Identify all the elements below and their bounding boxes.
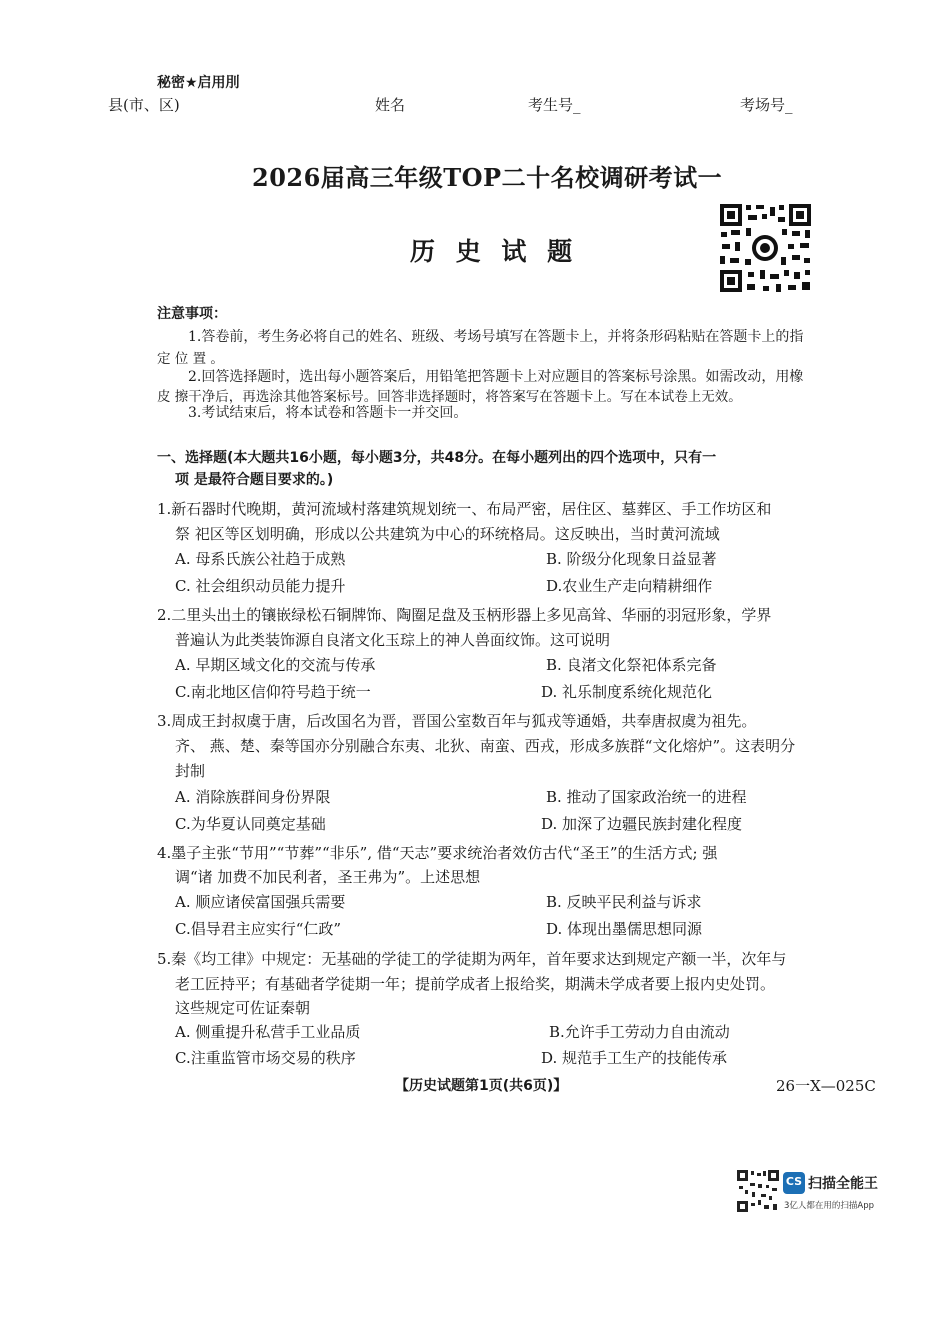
section-heading-line-2: 项 是最符合题目要求的。): [175, 472, 334, 488]
question-5-stem-line-1: 5.秦《均工律》中规定：无基础的学徒工的学徒期为两年，首年要求达到规定产额一半，次年与: [157, 950, 787, 968]
question-3-option-d[interactable]: D. 加深了边疆民族封建化程度: [541, 815, 743, 833]
question-5-stem-line-3: 这些规定可佐证秦朝: [175, 999, 311, 1017]
notice-line-5: 3.考试结束后，将本试卷和答题卡一并交回。: [188, 405, 468, 421]
camscanner-logo-letters: CS: [785, 1175, 803, 1188]
question-5-stem-line-2: 老工匠持平；有基础者学徒期一年；提前学成者上报给奖，期满未学成者要上报内史处罚。: [175, 975, 776, 993]
watermark-qr-icon: [737, 1170, 779, 1212]
question-3-option-a[interactable]: A. 消除族群间身份界限: [175, 788, 331, 806]
watermark-tagline: 3亿人都在用的扫描App: [784, 1201, 875, 1211]
question-4-option-d[interactable]: D. 体现出墨儒思想同源: [546, 920, 703, 938]
question-3-option-b[interactable]: B. 推动了国家政治统一的进程: [546, 788, 747, 806]
qr-code-icon: [718, 202, 813, 294]
notice-heading: 注意事项：: [157, 306, 227, 322]
question-1-option-b[interactable]: B. 阶级分化现象日益显著: [546, 550, 717, 568]
notice-line-4: 皮 擦干净后，再选涂其他答案标号。回答非选择题时，将答案写在答题卡上。写在本试卷上无效。: [157, 389, 742, 405]
question-1-stem-line-2: 祭 祀区等区划明确，形成以公共建筑为中心的环统格局。这反映出，当时黄河流域: [175, 525, 720, 543]
exam-title: 2026届高三年级TOP二十名校调研考试一: [252, 163, 723, 192]
question-2-option-d[interactable]: D. 礼乐制度系统化规范化: [541, 683, 713, 701]
question-4-option-a[interactable]: A. 顺应诸侯富国强兵需要: [175, 893, 346, 911]
section-heading-line-1: 一、选择题(本大题共16小题，每小题3分，共48分。在每小题列出的四个选项中，只有一: [157, 450, 717, 466]
question-3-stem-line-3: 封制: [175, 762, 206, 780]
question-2-stem-line-2: 普遍认为此类装饰源自良渚文化玉琮上的神人兽面纹饰。这可说明: [175, 631, 611, 649]
exam-number-field-label: 考生号_: [528, 96, 581, 114]
notice-line-3: 2.回答选择题时，选出每小题答案后，用铅笔把答题卡上对应题目的答案标号涂黑。如需改动，用橡: [188, 369, 804, 385]
question-4-option-b[interactable]: B. 反映平民利益与诉求: [546, 893, 702, 911]
question-2-option-c[interactable]: C.南北地区信仰符号趋于统一: [175, 683, 371, 701]
room-number-field-label: 考场号_: [740, 96, 793, 114]
question-1-option-c[interactable]: C. 社会组织动员能力提升: [175, 577, 346, 595]
notice-line-1: 1.答卷前，考生务必将自己的姓名、班级、考场号填写在答题卡上，并将条形码粘贴在答题卡上的指: [188, 329, 804, 345]
question-3-option-c[interactable]: C.为华夏认同奠定基础: [175, 815, 326, 833]
question-2-option-b[interactable]: B. 良渚文化祭祀体系完备: [546, 656, 717, 674]
camscanner-logo-icon: [783, 1172, 805, 1194]
exam-code: 26一X—025C: [776, 1077, 876, 1095]
question-5-option-c[interactable]: C.注重监管市场交易的秩序: [175, 1049, 356, 1067]
question-5-option-b[interactable]: B.允许手工劳动力自由流动: [549, 1023, 730, 1041]
question-1-option-a[interactable]: A. 母系氏族公社趋于成熟: [175, 550, 346, 568]
notice-line-2: 定 位 置 。: [157, 351, 224, 367]
watermark-brand: 扫描全能王: [808, 1176, 878, 1192]
question-5-option-d[interactable]: D. 规范手工生产的技能传承: [541, 1049, 728, 1067]
question-1-stem-line-1: 1.新石器时代晚期，黄河流域村落建筑规划统一、布局严密，居住区、墓葬区、手工作坊区和: [157, 500, 772, 518]
page-footer: 【历史试题第1页(共6页)】: [395, 1078, 568, 1094]
question-2-stem-line-1: 2.二里头出土的镶嵌绿松石铜牌饰、陶圈足盘及玉柄形器上多见高耸、华丽的羽冠形象，学界: [157, 606, 772, 624]
question-4-stem-line-1: 4.墨子主张“节用”“节葬”“非乐”, 借“天志”要求统治者效仿古代“圣王”的生活方式; 强: [157, 844, 718, 862]
question-2-option-a[interactable]: A. 早期区域文化的交流与传承: [175, 656, 376, 674]
name-field-label: 姓名: [375, 96, 406, 114]
question-1-option-d[interactable]: D.农业生产走向精耕细作: [546, 577, 713, 595]
question-3-stem-line-1: 3.周成王封叔虞于唐，后改国名为晋，晋国公室数百年与狐戎等通婚，共奉唐叔虞为祖先。: [157, 712, 757, 730]
subject-title: 历 史 试 题: [410, 237, 579, 266]
question-4-stem-line-2: 调“诸 加费不加民利者，圣王弗为”。上述思想: [175, 868, 481, 886]
question-4-option-c[interactable]: C.倡导君主应实行“仁政”: [175, 920, 342, 938]
question-5-option-a[interactable]: A. 侧重提升私营手工业品质: [175, 1023, 361, 1041]
question-3-stem-line-2: 齐、 燕、楚、秦等国亦分别融合东夷、北狄、南蛮、西戎，形成多族群“文化熔炉”。这表明分: [175, 737, 796, 755]
county-field-label: 县(市、区): [108, 96, 180, 114]
secret-label: 秘密★启用刖: [157, 75, 240, 91]
